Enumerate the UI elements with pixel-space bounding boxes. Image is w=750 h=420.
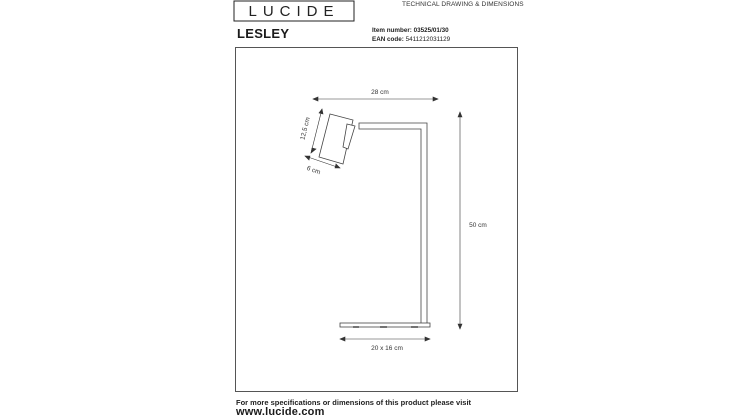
item-number-label: Item number: — [372, 27, 412, 34]
width-label: 28 cm — [371, 89, 389, 96]
item-number: 03525/01/30 — [413, 27, 449, 34]
ean-row — [372, 36, 450, 45]
lamp-shade — [319, 114, 355, 164]
website-link[interactable]: www.lucide.com — [236, 406, 325, 418]
item-number-row — [372, 27, 450, 36]
ean-label: EAN code: — [372, 35, 404, 43]
technical-drawing — [235, 47, 518, 392]
svg-text:LUCIDE: LUCIDE — [248, 3, 340, 20]
base-label: 20 x 16 cm — [371, 345, 403, 352]
lucide-logo — [233, 0, 355, 22]
shade-length-dimension-line — [311, 109, 322, 153]
height-label: 50 cm — [469, 222, 487, 229]
shade-length-label: 12,5 cm — [299, 116, 312, 141]
shade-diameter-label: 6 cm — [305, 164, 322, 177]
lamp-base — [340, 323, 430, 327]
header-note: TECHNICAL DRAWING & DIMENSIONS — [402, 1, 524, 8]
footer-note: For more specifications or dimensions of this product please visit — [236, 398, 472, 407]
ean-value: 5411212031129 — [405, 35, 451, 43]
lamp-stem — [359, 123, 427, 323]
product-meta — [372, 27, 450, 44]
product-name: LESLEY — [237, 26, 290, 41]
